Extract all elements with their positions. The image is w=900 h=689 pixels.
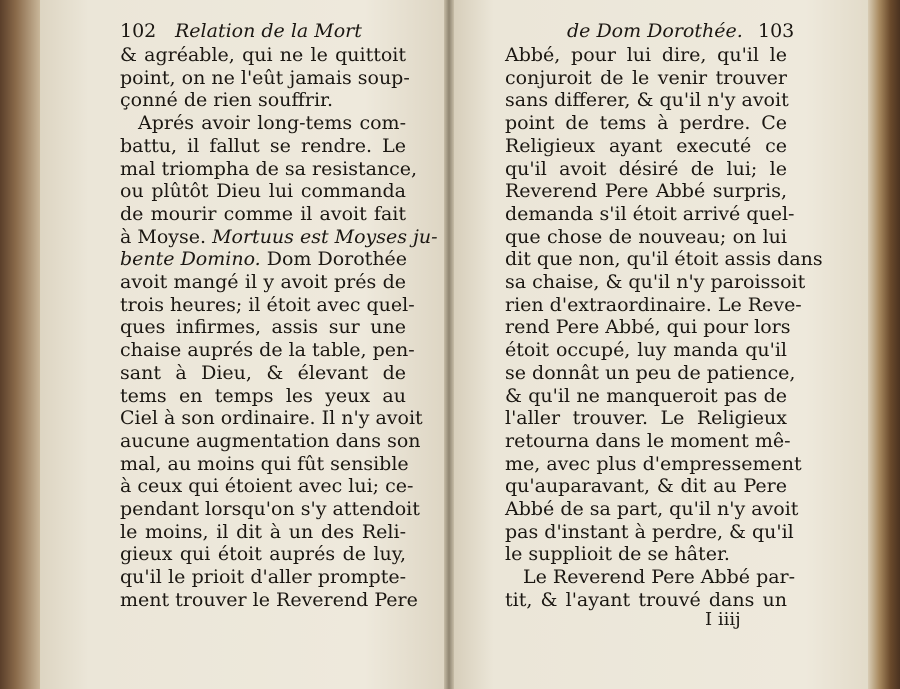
right-line: rend Pere Abbé, qui pour lors (505, 316, 791, 339)
right-line: se donnât un peu de patience, (505, 361, 796, 384)
latin-quotation: bente Domino. (120, 248, 261, 271)
left-line (120, 248, 406, 271)
right-line: Religieux ayant executé ce (505, 134, 787, 157)
left-line: aucune augmentation dans son (120, 429, 421, 452)
left-line: ment trouver le Reverend Pere (120, 588, 418, 611)
right-line: Reverend Pere Abbé surpris, (505, 180, 787, 203)
right-line: sa chaise, & qu'il n'y paroissoit (505, 271, 806, 293)
latin-quotation: Mortuus est Moyses ju- (212, 225, 438, 248)
right-running-title-text: de Dom Dorothée. (567, 20, 743, 42)
left-line: Ciel à son ordinaire. Il n'y avoit (120, 407, 423, 430)
left-line: çonné de rien souffrir. (120, 89, 334, 112)
left-line: point, on ne l'eût jamais soup- (120, 66, 410, 89)
signature-mark: I iiij (705, 609, 741, 630)
left-line: le moins, il dit à un des Reli- (120, 520, 406, 543)
left-line: trois heures; il étoit avec quel- (120, 293, 415, 316)
right-line: le supplioit de se hâter. (505, 543, 730, 566)
left-line: avoit mangé il y avoit prés de (120, 271, 406, 293)
right-page-number: 103 (758, 20, 795, 42)
right-line: tit, & l'ayant trouvé dans un (505, 588, 787, 611)
right-line: sans differer, & qu'il n'y avoit (505, 89, 789, 112)
right-line: Abbé de sa part, qu'il n'y avoit (505, 498, 799, 520)
right-line: qu'auparavant, & dit au Pere (505, 475, 787, 498)
book-gutter (444, 0, 454, 689)
left-line: pendant lorsqu'on s'y attendoit (120, 498, 420, 520)
left-line-roman: Dom Dorothée (260, 248, 408, 271)
right-line: point de tems à perdre. Ce (505, 112, 787, 135)
left-line: à ceux qui étoient avec lui; ce- (120, 475, 414, 498)
left-line: qu'il le prioit d'aller promptе- (120, 566, 406, 589)
left-page-number: 102 (120, 20, 157, 42)
left-line: gieux qui étoit auprés de luy, (120, 543, 406, 566)
right-running-title (567, 20, 743, 42)
right-line: retourna dans le moment mê- (505, 429, 791, 452)
right-line: conjuroit de le venir trouver (505, 66, 787, 89)
left-running-title (175, 20, 362, 42)
left-line: & agréable, qui ne le quittoit (120, 44, 406, 66)
left-line: mal, au moins qui fût sensible (120, 452, 409, 475)
left-line: mal triompha de sa resistance, (120, 157, 418, 180)
left-line: tems en temps les yeux au (120, 384, 406, 407)
book-edge-right (868, 0, 900, 689)
left-line: de mourir comme il avoit fait (120, 202, 406, 225)
right-line: & qu'il ne manqueroit pas de (505, 384, 787, 407)
right-line: Abbé, pour lui dire, qu'il le (505, 44, 787, 66)
left-line-roman: à Moyse. (120, 225, 213, 248)
right-line: me, avec plus d'empressement (505, 452, 802, 475)
left-line (120, 225, 438, 249)
right-line: que chose de nouveau; on lui (505, 225, 787, 248)
book-edge-left (0, 0, 40, 689)
left-line: ou plûtôt Dieu lui commanda (120, 180, 406, 203)
left-line: ques infirmes, assis sur une (120, 316, 406, 339)
left-running-title-text: Relation de la Mort (175, 20, 362, 42)
left-line: Aprés avoir long-tems com- (138, 112, 406, 135)
left-line: chaise auprés de la table, pen- (120, 339, 415, 362)
left-line: battu, il fallut se rendre. Le (120, 134, 406, 157)
right-line: Le Reverend Pere Abbé par- (523, 566, 796, 589)
right-line: étoit occupé, luy manda qu'il (505, 339, 787, 362)
right-line: pas d'instant à perdre, & qu'il (505, 520, 794, 543)
right-line: demanda s'il étoit arrivé quel- (505, 202, 795, 225)
right-line: qu'il avoit désiré de lui; le (505, 157, 787, 180)
right-line: l'aller trouver. Le Religieux (505, 407, 787, 430)
right-line: dit que non, qu'il étoit assis dans (505, 248, 823, 271)
right-line: rien d'extraordinaire. Le Reve- (505, 293, 802, 316)
left-line: sant à Dieu, & élevant de (120, 361, 406, 384)
